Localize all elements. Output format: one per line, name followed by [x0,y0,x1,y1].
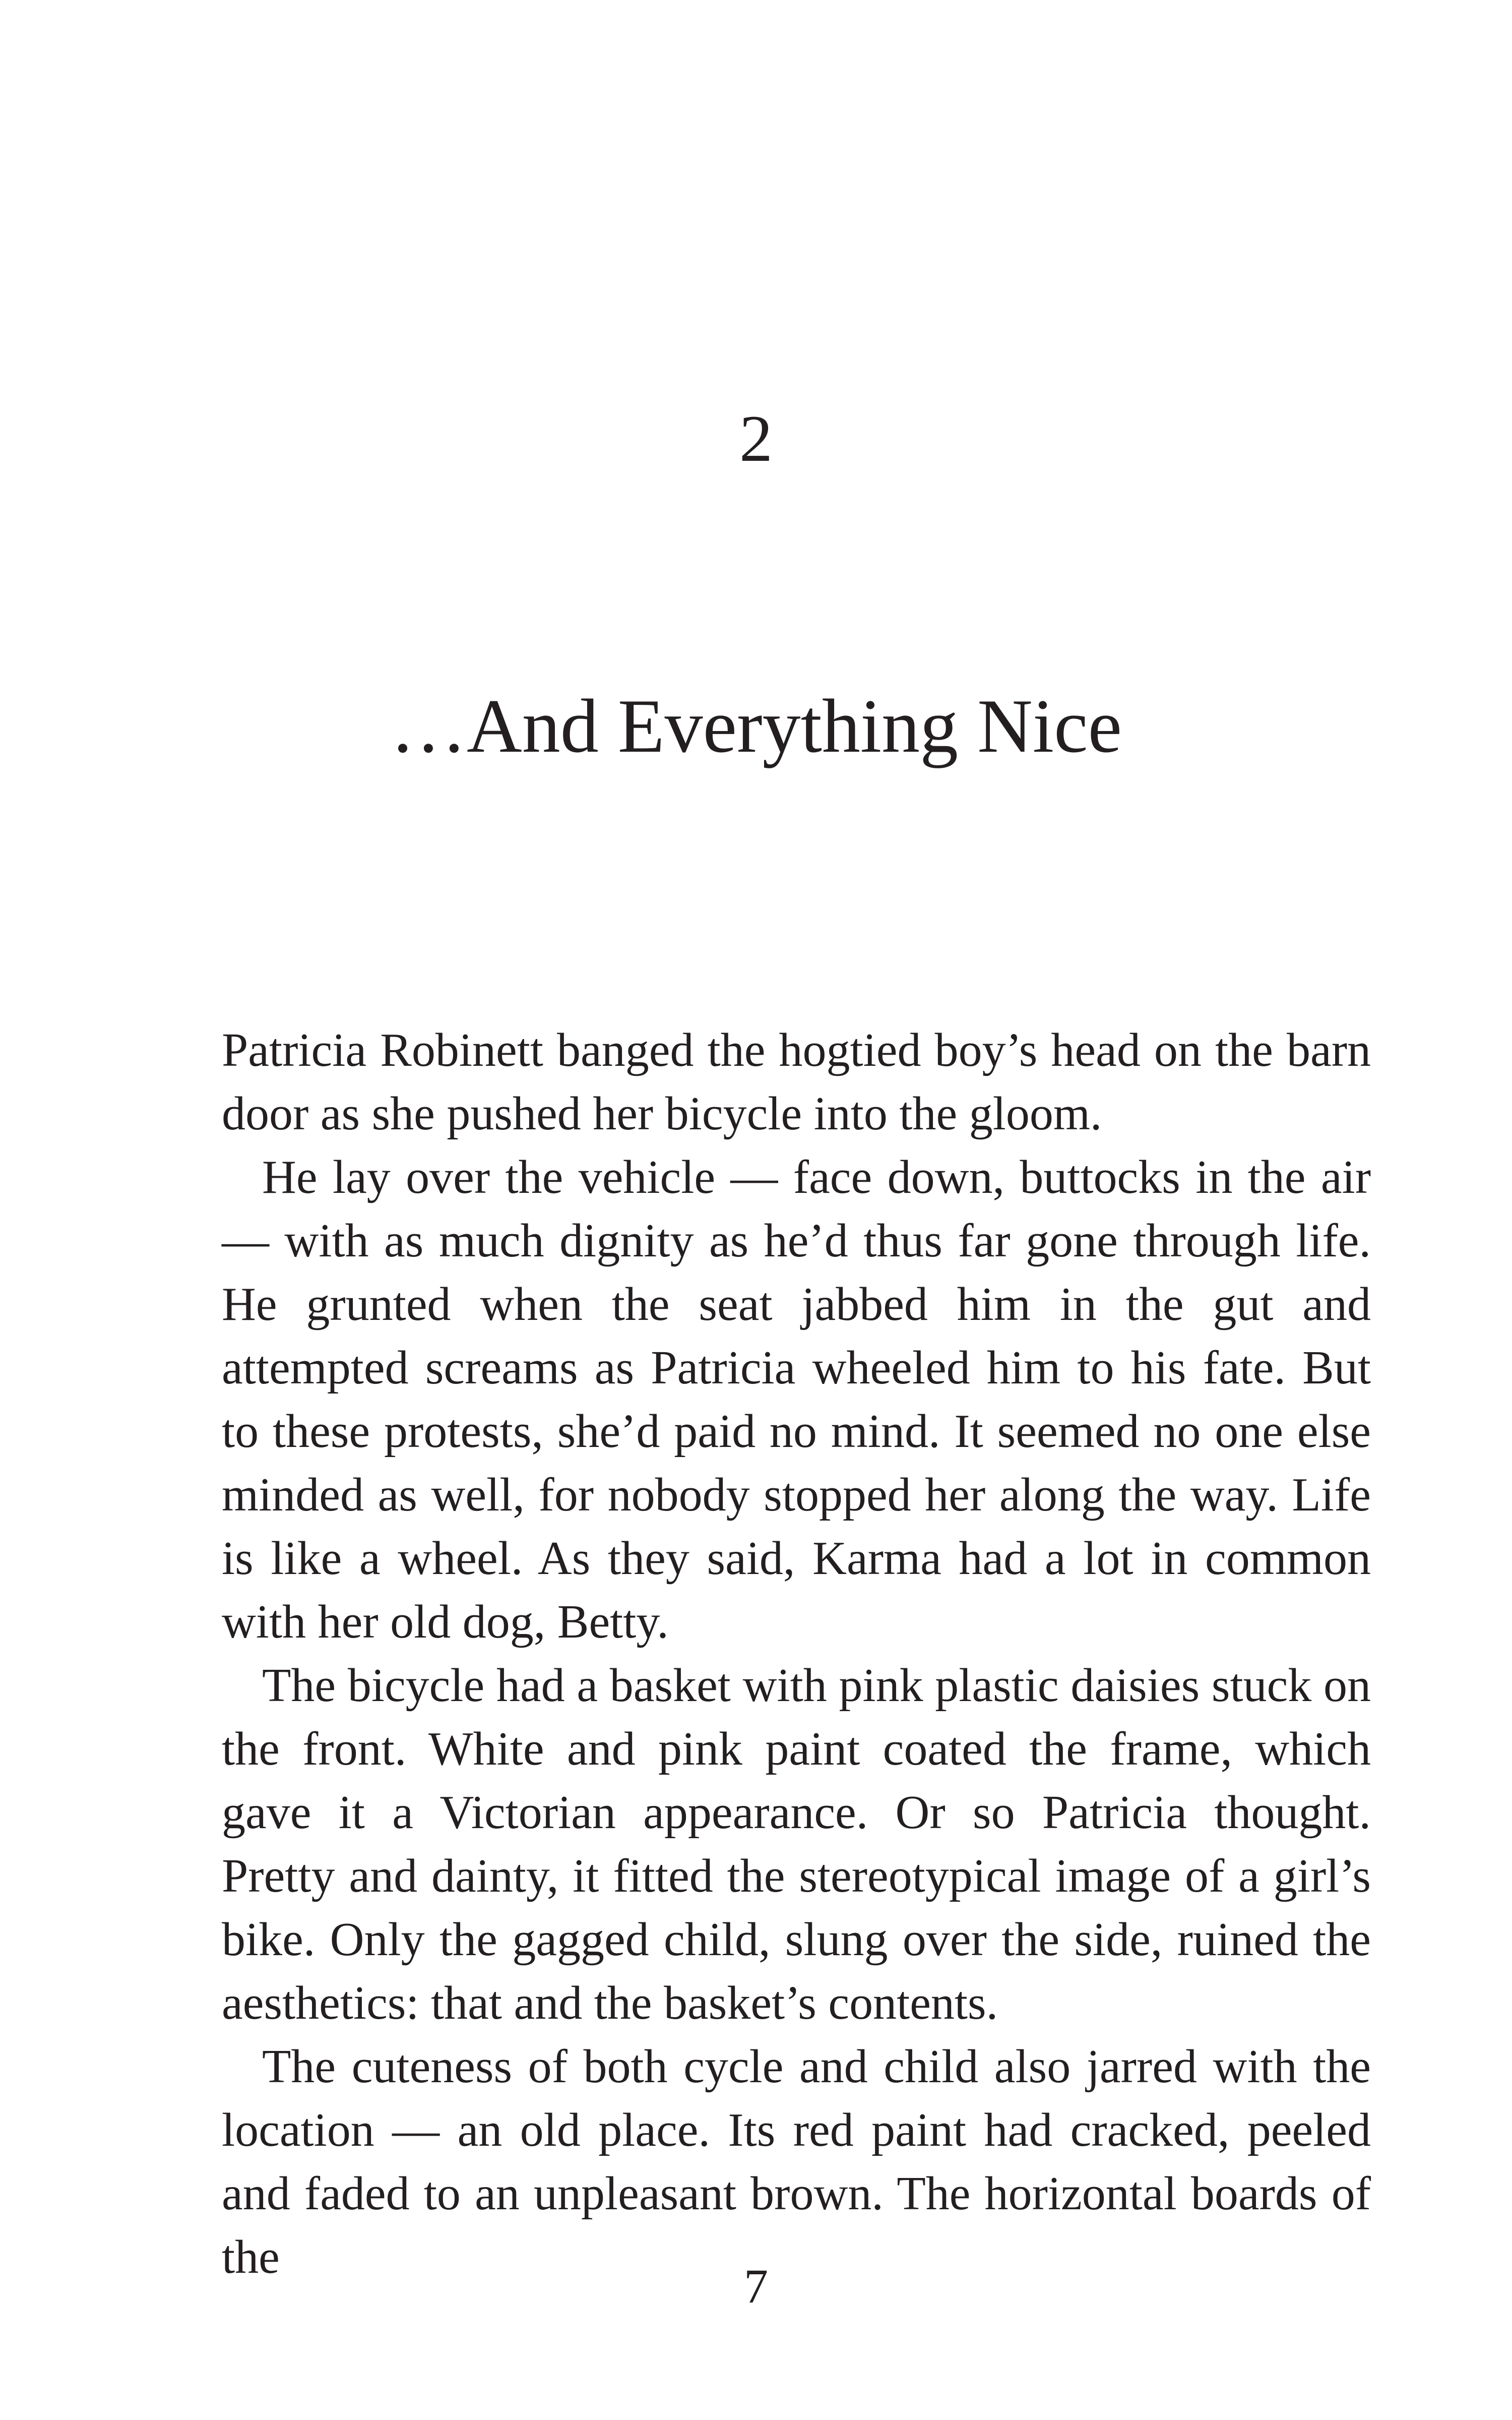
chapter-title: …And Everything Nice [390,684,1122,768]
paragraph-4: The cuteness of both cycle and child also jarred with the location — an old place. Its red paint had cracked, peeled and faded to an unpleasant brown. The horizontal boards of the [222,2040,1371,2283]
paragraph-2: He lay over the vehicle — face down, buttocks in the air — with as much dignity as he’d thus far gone through life. He grunted when the seat jabbed him in the gut and attempted screams as Patricia wheeled him to his fate. But to these protests, she’d paid no mind. It seemed no one else minded as well, for nobody stopped her along the way. Life is like a wheel. As they said, Karma had a lot in common with her old dog, Betty. [222,1151,1371,1648]
chapter-body [222,1018,1371,2289]
paragraph-3: The bicycle had a basket with pink plastic daisies stuck on the front. White and pink paint coated the frame, which gave it a Victorian appearance. Or so Patricia thought. Pretty and dainty, it fitted the stereotypical image of a girl’s bike. Only the gagged child, slung over the side, ruined the aesthetics: that and the basket’s contents. [222,1659,1371,2029]
chapter-number: 2 [739,401,773,475]
page-number: 7 [744,2259,768,2313]
paragraph-1: Patricia Robinett banged the hogtied boy’s head on the barn door as she pushed her bicycle into the gloom. [222,1024,1371,1140]
